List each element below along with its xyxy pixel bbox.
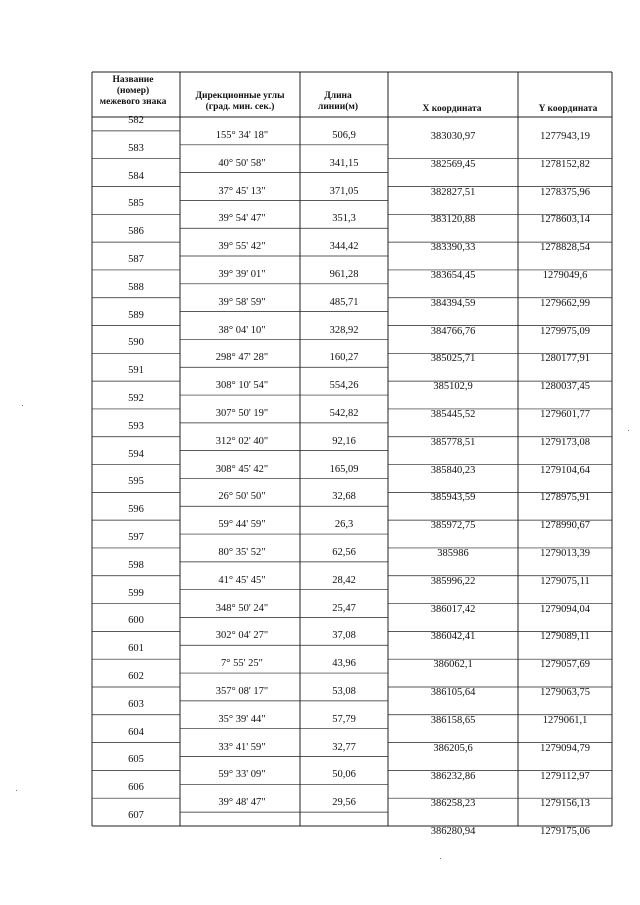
y-coordinate: 1279175,06 xyxy=(540,825,590,837)
bearing-angle: 298° 47' 28" xyxy=(215,352,269,364)
y-coordinate: 1280037,45 xyxy=(540,381,590,392)
line-length: 57,79 xyxy=(332,713,356,725)
y-coordinate: 1279049,6 xyxy=(542,269,588,281)
line-length: 160,27 xyxy=(329,352,359,364)
point-name: 605 xyxy=(128,754,144,766)
point-name: 585 xyxy=(128,198,144,210)
bearing-angle: 37° 45' 13" xyxy=(218,185,266,197)
x-coordinate: 383390,33 xyxy=(430,241,476,253)
line-length: 554,26 xyxy=(329,379,359,391)
y-coordinate: 1279057,69 xyxy=(540,659,590,671)
bearing-angle: 39° 54' 47" xyxy=(218,213,266,225)
header-y: Y координата xyxy=(538,104,598,114)
bearing-angle: 308° 45' 42" xyxy=(215,463,269,475)
point-name: 588 xyxy=(128,281,144,293)
header-bearing: Дирекционные углы (град. мин. сек.) xyxy=(195,91,285,112)
y-coordinate: 1279075,11 xyxy=(540,575,590,587)
x-coordinate: 385840,23 xyxy=(430,464,476,476)
y-coordinate: 1279173,08 xyxy=(540,436,590,448)
y-coordinate: 1279975,09 xyxy=(540,325,590,337)
bearing-angle: 80° 35' 52" xyxy=(218,546,266,558)
point-name: 596 xyxy=(128,504,144,515)
bearing-angle: 307° 50' 19" xyxy=(215,407,269,419)
header-name: Название (номер) межевого знака xyxy=(99,75,167,107)
line-length: 29,56 xyxy=(332,796,356,808)
line-length: 328,92 xyxy=(329,324,359,336)
bearing-angle: 39° 39' 01" xyxy=(218,268,266,280)
bearing-angle: 40° 50' 58" xyxy=(218,157,266,169)
x-coordinate: 385445,52 xyxy=(430,408,476,420)
point-name: 593 xyxy=(128,420,144,432)
y-coordinate: 1280177,91 xyxy=(540,353,590,365)
y-coordinate: 1279662,99 xyxy=(540,297,590,309)
x-coordinate: 385996,22 xyxy=(430,575,476,587)
header-x: X координата xyxy=(422,104,482,114)
scan-speck xyxy=(16,790,17,791)
x-coordinate: 385943,59 xyxy=(430,492,476,504)
x-coordinate: 386205,6 xyxy=(433,742,473,754)
point-name: 594 xyxy=(128,448,144,460)
point-name: 599 xyxy=(128,587,144,599)
point-name: 606 xyxy=(128,782,144,794)
line-length: 961,28 xyxy=(329,268,359,280)
x-coordinate: 385986 xyxy=(437,547,469,559)
bearing-angle: 38° 04' 10" xyxy=(218,324,266,336)
y-coordinate: 1278975,91 xyxy=(540,492,590,504)
bearing-angle: 35° 39' 44" xyxy=(218,713,266,725)
point-name: 582 xyxy=(128,114,144,126)
point-name: 590 xyxy=(128,337,144,349)
header-length: Длина линии(м) xyxy=(317,91,359,112)
y-coordinate: 1277943,19 xyxy=(540,130,590,142)
point-name: 597 xyxy=(128,531,144,543)
line-length: 341,15 xyxy=(329,157,359,169)
point-name: 584 xyxy=(128,170,144,182)
point-name: 586 xyxy=(128,225,144,237)
y-coordinate: 1278152,82 xyxy=(540,158,590,170)
line-length: 37,08 xyxy=(332,630,356,642)
line-length: 165,09 xyxy=(329,463,359,475)
line-length: 26,3 xyxy=(334,518,354,530)
x-coordinate: 382569,45 xyxy=(430,158,476,170)
point-name: 603 xyxy=(128,698,144,710)
line-length: 92,16 xyxy=(332,435,356,447)
line-length: 371,05 xyxy=(329,185,359,197)
line-length: 28,42 xyxy=(332,574,356,586)
bearing-angle: 7° 55' 25" xyxy=(221,657,263,669)
x-coordinate: 386062,1 xyxy=(433,659,473,671)
point-name: 601 xyxy=(128,643,144,655)
y-coordinate: 1278828,54 xyxy=(540,241,590,253)
point-name: 587 xyxy=(128,253,144,265)
bearing-angle: 39° 55' 42" xyxy=(218,240,266,252)
bearing-angle: 39° 58' 59" xyxy=(218,296,266,308)
bearing-angle: 312° 02' 40" xyxy=(215,435,269,447)
x-coordinate: 386158,65 xyxy=(430,714,476,726)
bearing-angle: 308° 10' 54" xyxy=(215,379,269,391)
y-coordinate: 1279063,75 xyxy=(540,686,590,698)
bearing-angle: 59° 33' 09" xyxy=(218,769,266,781)
line-length: 53,08 xyxy=(332,685,356,697)
x-coordinate: 383654,45 xyxy=(430,269,476,281)
scan-speck xyxy=(628,430,629,431)
line-length: 344,42 xyxy=(329,240,359,252)
point-name: 602 xyxy=(128,670,144,682)
line-length: 25,47 xyxy=(332,602,356,614)
x-coordinate: 383030,97 xyxy=(430,130,476,142)
line-length: 351,3 xyxy=(332,213,356,225)
point-name: 595 xyxy=(128,476,144,488)
x-coordinate: 386042,41 xyxy=(430,631,476,643)
bearing-angle: 302° 04' 27" xyxy=(215,630,269,642)
x-coordinate: 385972,75 xyxy=(430,520,476,532)
y-coordinate: 1279094,04 xyxy=(540,603,590,615)
bearing-angle: 357° 08' 17" xyxy=(215,685,269,697)
y-coordinate: 1279061,1 xyxy=(542,714,588,726)
x-coordinate: 386258,23 xyxy=(430,798,476,810)
line-length: 32,77 xyxy=(332,741,356,753)
bearing-angle: 41° 45' 45" xyxy=(218,574,266,586)
x-coordinate: 384766,76 xyxy=(430,325,476,337)
bearing-angle: 155° 34' 18" xyxy=(215,129,269,141)
point-name: 592 xyxy=(128,392,144,404)
x-coordinate: 386017,42 xyxy=(430,603,476,615)
point-name: 600 xyxy=(128,615,144,627)
y-coordinate: 1279013,39 xyxy=(540,547,590,559)
point-name: 591 xyxy=(128,364,144,376)
point-name: 607 xyxy=(128,809,144,821)
y-coordinate: 1279104,64 xyxy=(540,464,590,476)
x-coordinate: 384394,59 xyxy=(430,297,476,309)
x-coordinate: 385778,51 xyxy=(430,436,476,448)
x-coordinate: 386105,64 xyxy=(430,686,476,698)
line-length: 62,56 xyxy=(332,546,356,558)
line-length: 485,71 xyxy=(329,296,359,308)
x-coordinate: 386232,86 xyxy=(430,770,476,782)
line-length: 50,06 xyxy=(332,769,356,781)
line-length: 506,9 xyxy=(332,129,356,141)
x-coordinate: 382827,51 xyxy=(430,186,476,198)
y-coordinate: 1279094,79 xyxy=(540,742,590,754)
bearing-angle: 348° 50' 24" xyxy=(215,602,269,614)
point-name: 583 xyxy=(128,142,144,154)
x-coordinate: 383120,88 xyxy=(430,214,476,226)
y-coordinate: 1278990,67 xyxy=(540,520,590,532)
x-coordinate: 385102,9 xyxy=(433,381,473,392)
line-length: 43,96 xyxy=(332,657,356,669)
x-coordinate: 385025,71 xyxy=(430,353,476,365)
scan-speck xyxy=(22,405,23,406)
y-coordinate: 1278375,96 xyxy=(540,186,590,198)
scan-speck xyxy=(440,858,441,859)
bearing-angle: 33° 41' 59" xyxy=(218,741,266,753)
bearing-angle: 59° 44' 59" xyxy=(218,518,266,530)
y-coordinate: 1279156,13 xyxy=(540,798,590,810)
point-name: 589 xyxy=(128,309,144,321)
y-coordinate: 1278603,14 xyxy=(540,214,590,226)
point-name: 598 xyxy=(128,559,144,571)
point-name: 604 xyxy=(128,726,144,738)
x-coordinate: 386280,94 xyxy=(430,825,476,837)
y-coordinate: 1279601,77 xyxy=(540,408,590,420)
y-coordinate: 1279112,97 xyxy=(540,770,590,782)
bearing-angle: 26° 50' 50" xyxy=(218,491,266,503)
y-coordinate: 1279089,11 xyxy=(540,631,590,643)
bearing-angle: 39° 48' 47" xyxy=(218,796,266,808)
line-length: 32,68 xyxy=(332,491,356,503)
line-length: 542,82 xyxy=(329,407,359,419)
